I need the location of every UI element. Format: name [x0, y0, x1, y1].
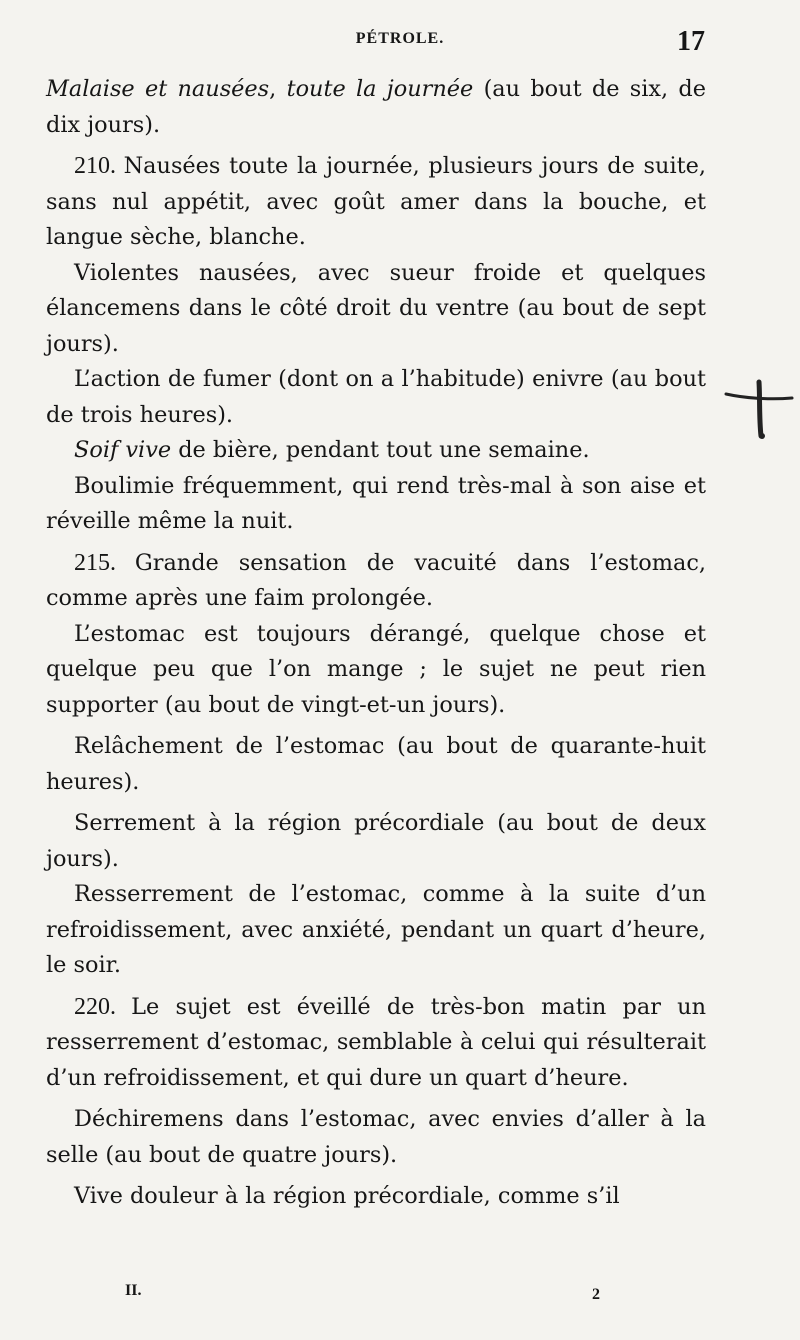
paragraph-p12 — [46, 990, 706, 1097]
running-head — [0, 26, 800, 66]
text-run: Vive douleur à la région précordiale, comme s’il — [74, 1183, 620, 1209]
italic-text: Soif vive — [74, 437, 172, 463]
text-run: Nausées toute la journée, plusieurs jours de suite, sans nul appétit, avec goût amer dans la bouche, et langue sèche, blanche. — [46, 153, 706, 250]
text-run: de bière, pendant tout une semaine. — [171, 437, 590, 463]
text-run: Violentes nausées, avec sueur froide et quelques élancemens dans le côté droit du ventre (au bout de sept jours). — [46, 259, 706, 357]
paragraph-p10 — [46, 806, 706, 877]
sheet-number: 2 — [592, 1286, 600, 1303]
entry-number: 220. — [74, 993, 132, 1020]
paragraph-p2 — [46, 149, 706, 256]
text-run: Grande sensation de vacuité dans l’estomac, comme après une faim prolongée. — [46, 549, 707, 611]
text-run: Déchiremens dans l’estomac, avec envies d’aller à la selle (au bout de quatre jours). — [46, 1106, 706, 1168]
paragraph-p5 — [46, 433, 706, 469]
paragraph-p6 — [46, 469, 706, 540]
paragraph-p9 — [46, 729, 706, 800]
text-run: Serrement à la région précordiale (au bout de deux jours). — [46, 810, 706, 872]
text-run: Relâchement de l’estomac (au bout de quarante-huit heures). — [46, 733, 706, 795]
text-run: , — [269, 76, 287, 102]
paragraph-p4 — [46, 362, 706, 433]
paragraph-p8 — [46, 617, 706, 724]
paragraph-p13 — [46, 1102, 706, 1173]
margin-cross-mark-icon — [724, 378, 794, 448]
page-footer — [0, 1282, 800, 1312]
italic-text: Malaise et nausées — [46, 76, 270, 102]
paragraph-p1 — [46, 72, 706, 143]
text-run: Resserrement de l’estomac, comme à la suite d’un refroidissement, avec anxiété, pendant un quart d’heure, le soir. — [46, 881, 706, 978]
running-title: PÉTROLE. — [355, 30, 445, 47]
paragraph-p14 — [46, 1179, 706, 1215]
entry-number: 215. — [74, 549, 135, 576]
italic-text: toute la journée — [286, 76, 474, 102]
body-text — [46, 72, 706, 1215]
text-run: Boulimie fréquemment, qui rend très-mal à son aise et réveille même la nuit. — [46, 472, 706, 534]
paragraph-p7 — [46, 546, 706, 617]
text-run: (au bout de six, de dix jours). — [46, 76, 706, 138]
paragraph-p11 — [46, 877, 706, 984]
signature-mark: II. — [125, 1282, 142, 1299]
paragraph-p3 — [46, 256, 706, 363]
text-run: L’action de fumer (dont on a l’habitude) enivre (au bout de trois heures). — [46, 366, 706, 428]
text-run: Le sujet est éveillé de très-bon matin par un resserrement d’estomac, semblable à celui qui résulterait d’un refroidissement, et qui dure un quart d’heure. — [46, 993, 707, 1091]
page-number: 17 — [677, 26, 705, 57]
text-run: L’estomac est toujours dérangé, quelque chose et quelque peu que l’on mange ; le sujet ne peut rien supporter (au bout de vingt-et-un jours). — [46, 620, 706, 718]
entry-number: 210. — [74, 153, 124, 179]
